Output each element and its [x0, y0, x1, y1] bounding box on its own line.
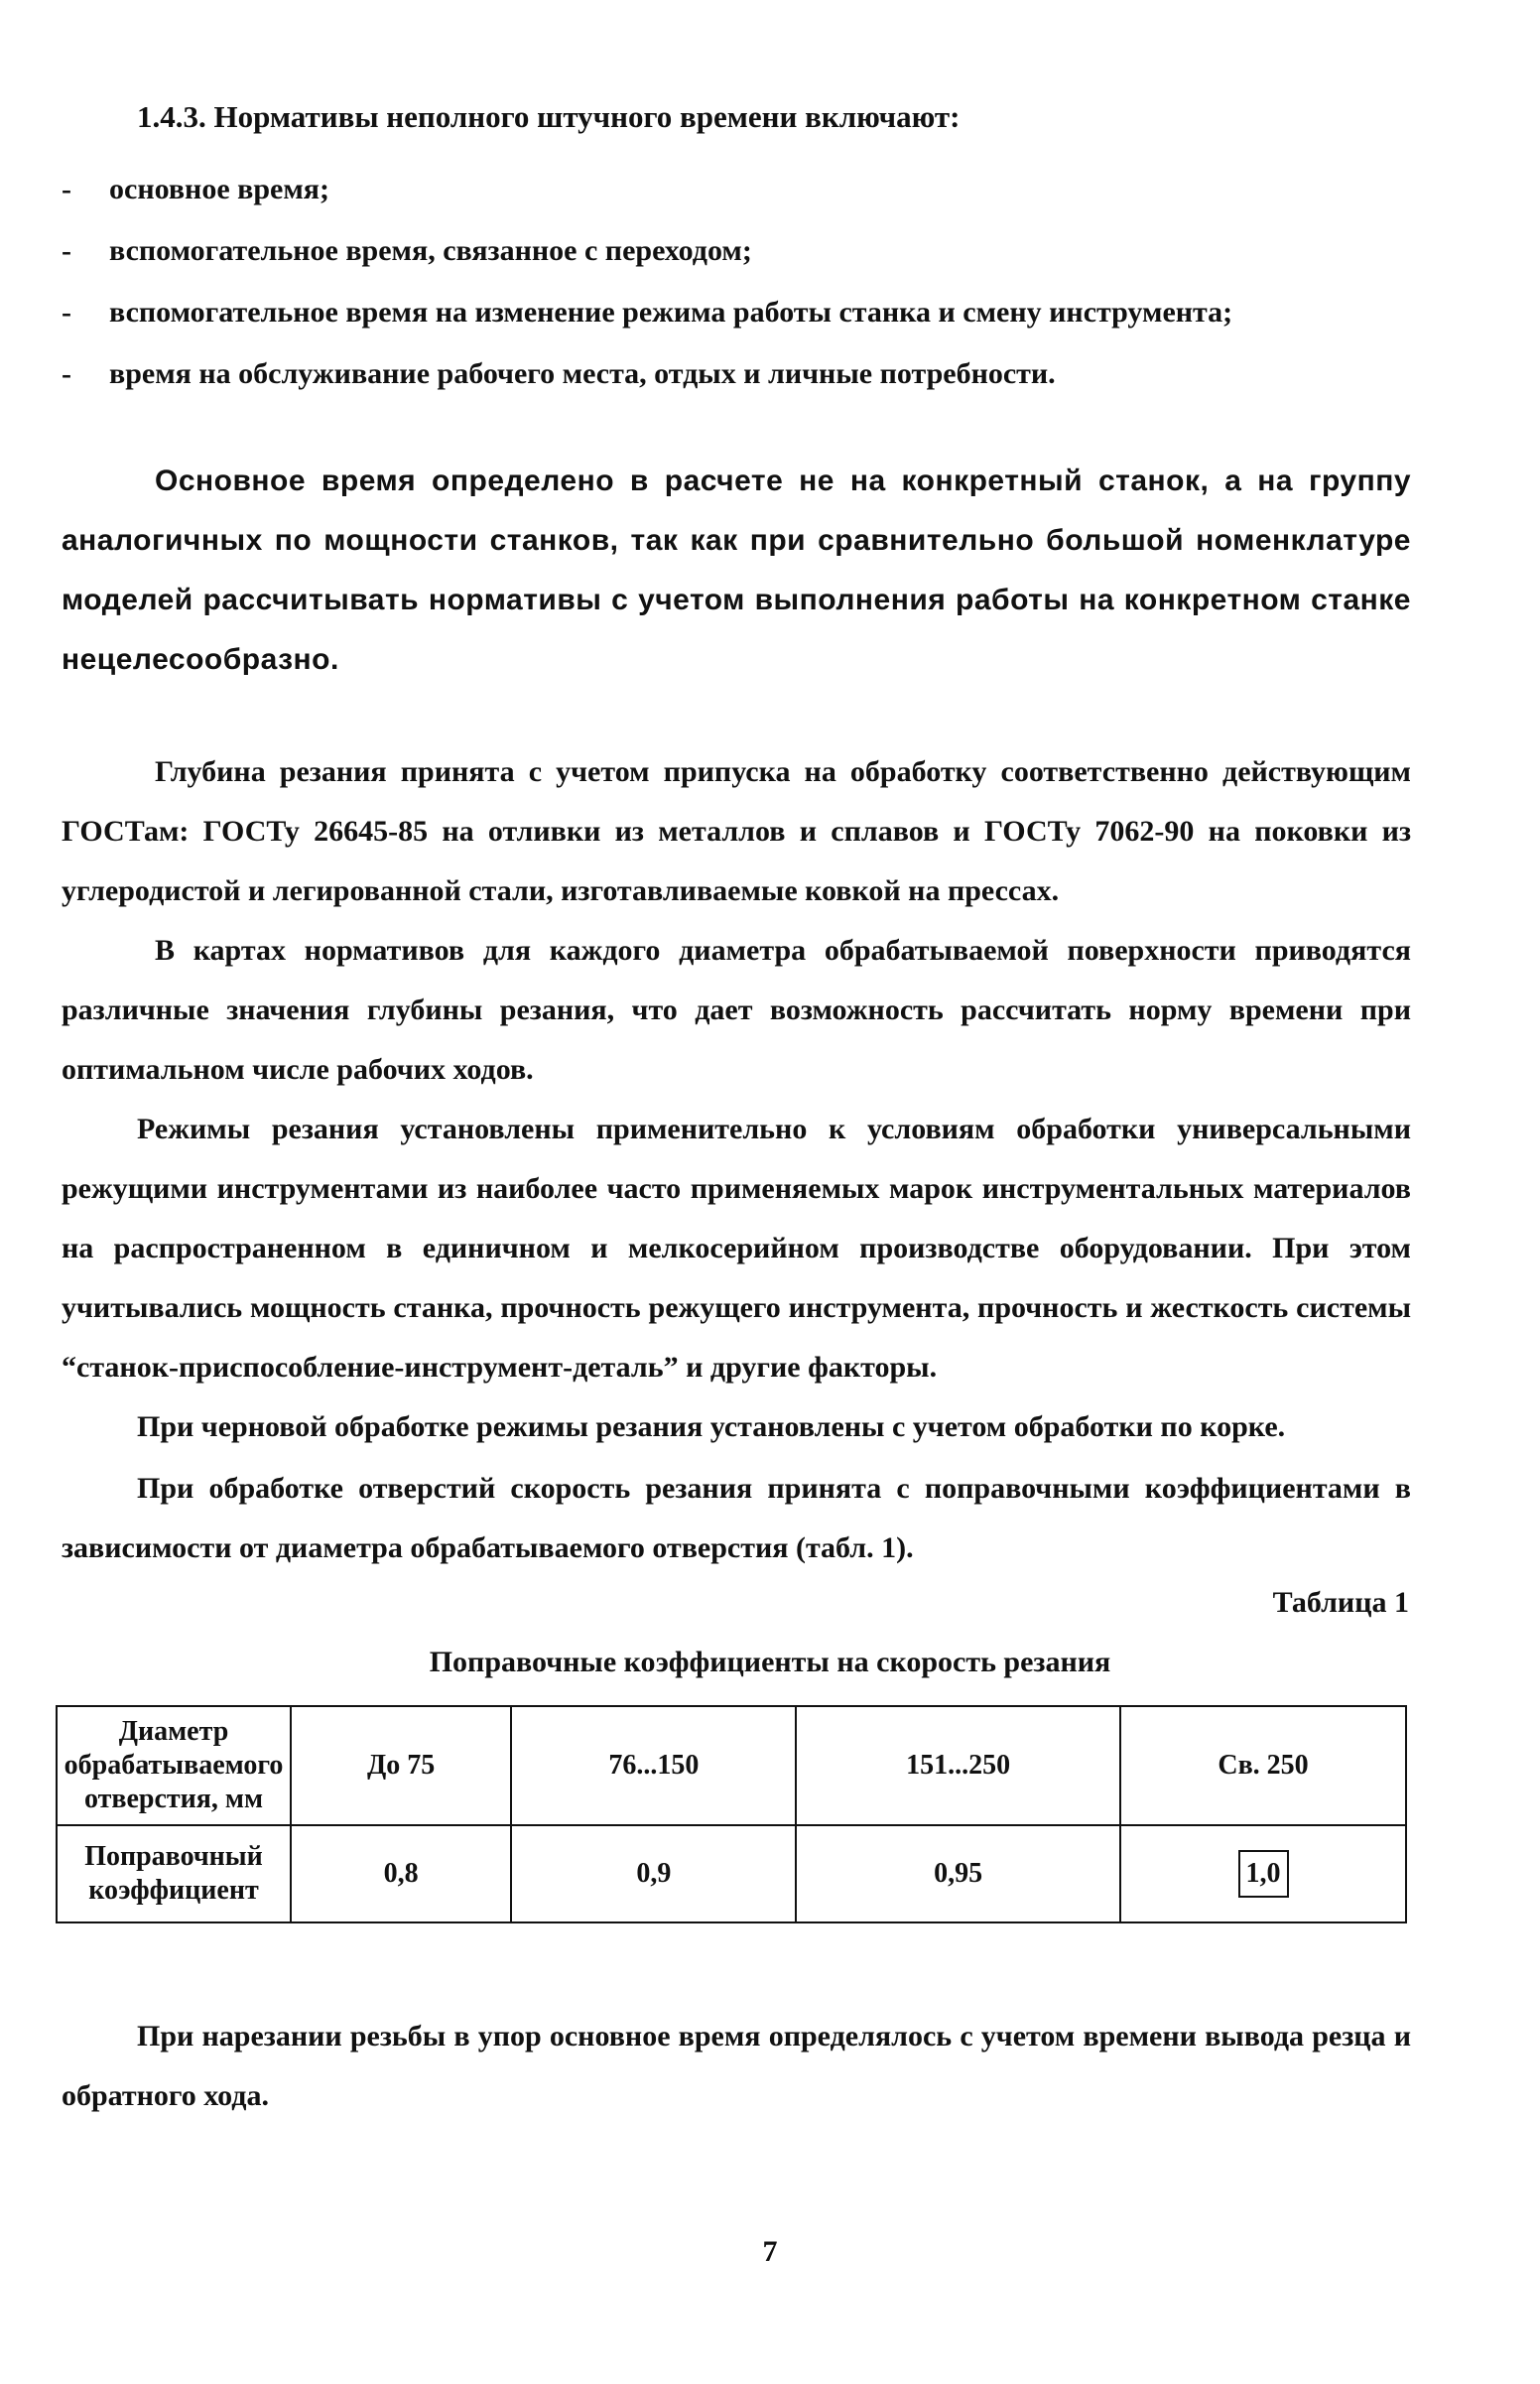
coefficient-table — [56, 1705, 1407, 1923]
table-cell: 0,95 — [796, 1825, 1120, 1922]
paragraph-text: Глубина резания принята с учетом припуска на обработку соответственно действующим ГОСТам: ГОСТу 26645-85 на отливки из металлов и сплавов и ГОСТу 7062-90 на поковки из углеродистой и легированной стали, изготавливаемые ковкой на прессах. — [62, 755, 1411, 907]
list-item: - основное время; — [62, 159, 1232, 220]
table-cell: До 75 — [291, 1706, 511, 1825]
paragraph-text: При обработке отверстий скорость резания принята с поправочными коэффициентами в зависимости от диаметра обрабатываемого отверстия (табл. 1). — [62, 1472, 1411, 1564]
table-cell: 0,9 — [511, 1825, 796, 1922]
table-row-header: Поправочный коэффициент — [57, 1825, 291, 1922]
list-item: - время на обслуживание рабочего места, отдых и личные потребности. — [62, 343, 1232, 405]
paragraph-cutting-modes — [62, 1100, 1411, 1397]
table-cell: 151...250 — [796, 1706, 1120, 1825]
table-cell: Св. 250 — [1120, 1706, 1406, 1825]
table-row — [57, 1825, 1406, 1922]
table-row-header: Диаметр обрабатываемого отверстия, мм — [57, 1706, 291, 1825]
paragraph-rough-processing — [62, 1397, 1411, 1457]
table-cell — [1120, 1825, 1406, 1922]
table-label: Таблица 1 — [1272, 1586, 1409, 1619]
page-number: 7 — [762, 2235, 778, 2268]
paragraph-text: При черновой обработке режимы резания установлены с учетом обработки по корке. — [137, 1410, 1286, 1443]
paragraph-norm-cards — [62, 921, 1411, 1100]
paragraph-text: Режимы резания установлены применительно к условиям обработки универсальными режущими инструментами из наиболее часто применяемых марок инструментальных материалов на распространенном в единичном и мелкосерийном производстве оборудовании. При этом учитывались мощность станка, прочность режущего инструмента, прочность и жесткость системы “станок-приспособление-инструмент-деталь” и другие факторы. — [62, 1113, 1411, 1384]
paragraph-cut-depth — [62, 742, 1411, 921]
table-cell: 0,8 — [291, 1825, 511, 1922]
paragraph-main-time — [62, 452, 1411, 690]
bullet-list — [62, 159, 1232, 405]
paragraph-holes — [62, 1459, 1411, 1578]
paragraph-text: Основное время определено в расчете не на конкретный станок, а на группу аналогичных по мощности станков, так как при сравнительно большой номенклатуре моделей рассчитывать нормативы с учетом выполнения работы на конкретном станке нецелесообразно. — [62, 464, 1411, 676]
list-item: - вспомогательное время, связанное с переходом; — [62, 220, 1232, 282]
list-item: - вспомогательное время на изменение режима работы станка и смену инструмента; — [62, 282, 1232, 343]
paragraph-text: При нарезании резьбы в упор основное время определялось с учетом времени вывода резца и обратного хода. — [62, 2020, 1411, 2112]
table-row — [57, 1706, 1406, 1825]
table-cell: 76...150 — [511, 1706, 796, 1825]
paragraph-threading — [62, 2007, 1411, 2126]
table-title: Поправочные коэффициенты на скорость резания — [429, 1646, 1111, 1678]
boxed-value: 1,0 — [1238, 1850, 1289, 1898]
paragraph-text: В картах нормативов для каждого диаметра обрабатываемой поверхности приводятся различные значения глубины резания, что дает возможность рассчитать норму времени при оптимальном числе рабочих ходов. — [62, 934, 1411, 1086]
section-heading: 1.4.3. Нормативы неполного штучного времени включают: — [137, 99, 961, 134]
